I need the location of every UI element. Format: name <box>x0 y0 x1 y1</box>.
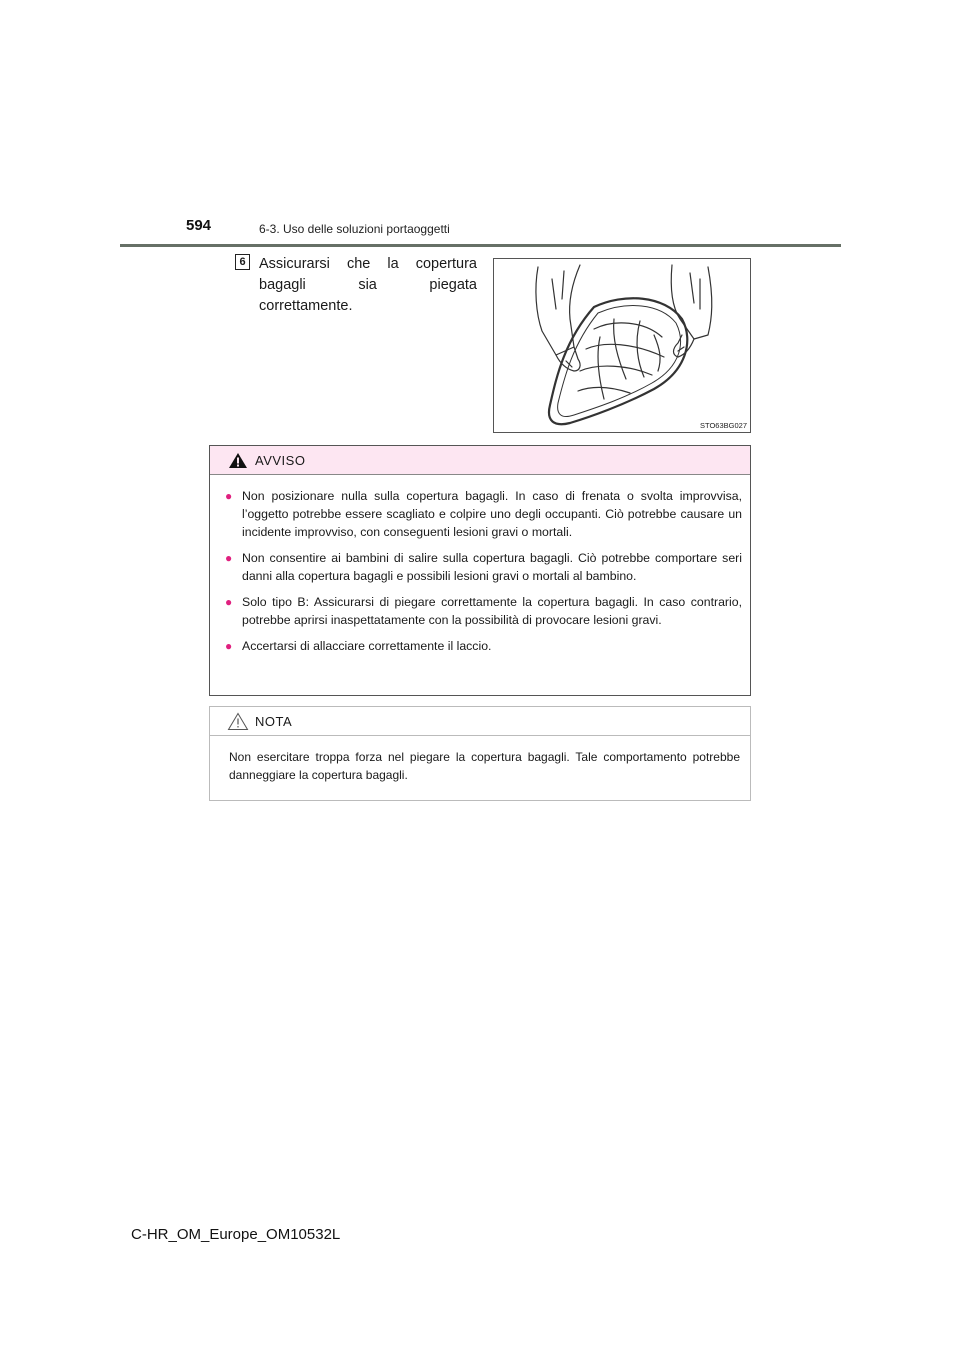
folding-cover-drawing <box>494 259 750 432</box>
warning-box <box>209 445 751 696</box>
luggage-cover-illustration <box>493 258 751 433</box>
warning-item-text: Solo tipo B: Assicurarsi di piegare correttamente la copertura bagagli. In caso contrario, potrebbe aprirsi inaspettatamente con la possibilità di provocare lesioni gravi. <box>242 595 742 627</box>
warning-item-text: Non consentire ai bambini di salire sulla copertura bagagli. Ciò potrebbe comportare seri danni alla copertura bagagli e possibili lesioni gravi o mortali al bambino. <box>242 551 742 583</box>
warning-title: AVVISO <box>255 453 306 468</box>
figure-code: STO63BG027 <box>700 421 747 430</box>
section-title: 6-3. Uso delle soluzioni portaoggetti <box>259 222 450 236</box>
bullet-icon: ● <box>225 489 233 503</box>
note-box <box>209 706 751 801</box>
warning-icon <box>228 452 248 469</box>
document-id: C-HR_OM_Europe_OM10532L <box>131 1226 341 1243</box>
warning-list <box>210 475 750 655</box>
warning-header <box>210 446 750 475</box>
page-number: 594 <box>186 217 212 234</box>
header-divider <box>120 244 841 247</box>
bullet-icon: ● <box>225 551 233 565</box>
step-instruction: Assicurarsi che la copertura bagagli sia piegata correttamente. <box>259 256 477 314</box>
warning-item-text: Accertarsi di allacciare correttamente il laccio. <box>242 639 492 653</box>
note-text: Non esercitare troppa forza nel piegare la copertura bagagli. Tale comportamento potrebbe danneggiare la copertura bagagli. <box>229 750 740 782</box>
bullet-icon: ● <box>225 639 233 653</box>
warning-item <box>225 637 742 655</box>
warning-item <box>225 549 742 585</box>
note-title: NOTA <box>255 714 293 729</box>
warning-item-text: Non posizionare nulla sulla copertura bagagli. In caso di frenata o svolta improvvisa, l’oggetto potrebbe essere scagliato e colpire uno degli occupanti. Ciò potrebbe causare un incidente improvviso, con conseguenti lesioni gravi o mortali. <box>242 489 742 539</box>
bullet-icon: ● <box>225 595 233 609</box>
note-header <box>210 707 750 736</box>
caution-outline-icon <box>227 712 249 731</box>
warning-item <box>225 487 742 541</box>
step-number-badge: 6 <box>235 254 250 270</box>
warning-item <box>225 593 742 629</box>
